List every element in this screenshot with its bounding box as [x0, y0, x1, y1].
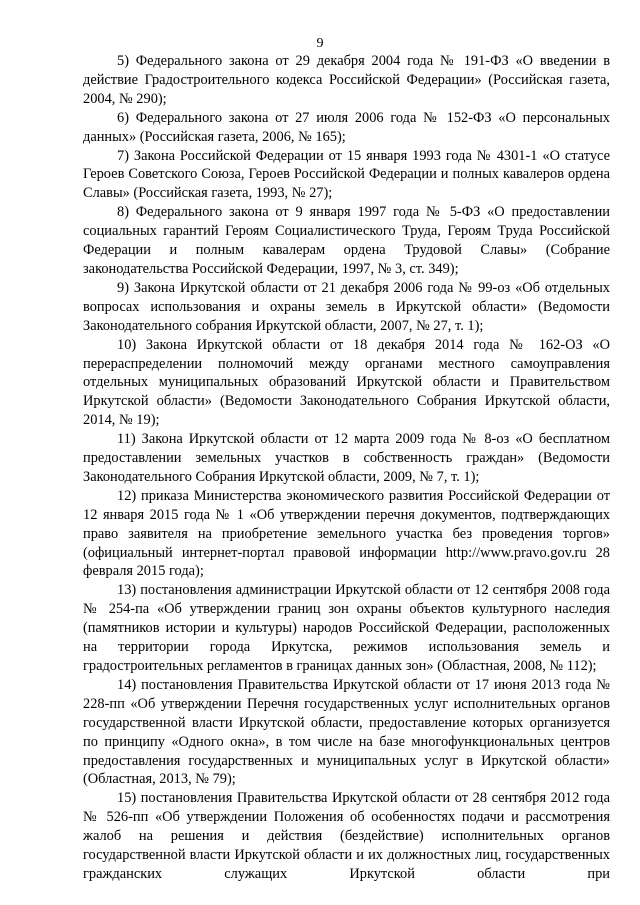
list-item-9: 9) Закона Иркутской области от 21 декабря 2006 года № 99-оз «Об отдельных вопросах использования и охраны земель в Иркутской области» (Ведомости Законодательного собрания Иркутской области, 2007, № 27, т. 1);	[83, 279, 610, 334]
list-item-6: 6) Федерального закона от 27 июля 2006 года № 152-ФЗ «О персональных данных» (Российская газета, 2006, № 165);	[83, 109, 610, 145]
document-body	[83, 52, 610, 884]
list-item-13: 13) постановления администрации Иркутской области от 12 сентября 2008 года № 254-па «Об утверждении границ зон охраны объектов культурного наследия (памятников истории и культуры) народов Российской Федерации, расположенных на территории города Иркутска, режимов использования земель и градостроительных регламентов в границах данных зон» (Областная, 2008, № 112);	[83, 582, 610, 674]
list-item-8: 8) Федерального закона от 9 января 1997 года № 5-ФЗ «О предоставлении социальных гарантий Героям Социалистического Труда, Героям Труда Российской Федерации и полным кавалерам ордена Трудовой Славы» (Собрание законодательства Российской Федерации, 1997, № 3, ст. 349);	[83, 204, 610, 277]
list-item-15: 15) постановления Правительства Иркутской области от 28 сентября 2012 года № 526-пп «Об утверждении Положения об особенностях подачи и рассмотрения жалоб на решения и действия (бездействие) исполнительных органов государственной власти Иркутской области и их должностных лиц, государственных гражданских служащих Иркутской области при	[83, 790, 610, 882]
list-item-11: 11) Закона Иркутской области от 12 марта 2009 года № 8-оз «О бесплатном предоставлении земельных участков в собственность граждан» (Ведомости Законодательного Собрания Иркутской области, 2009, № 7, т. 1);	[83, 431, 610, 485]
list-item-10: 10) Закона Иркутской области от 18 декабря 2014 года № 162-ОЗ «О перераспределении полномочий между органами местного самоуправления отдельных муниципальных образований Иркутской области и Правительством Иркутской области» (Ведомости Законодательного Собрания Иркутской области, 2014, № 19);	[83, 336, 610, 429]
list-item-14: 14) постановления Правительства Иркутской области от 17 июня 2013 года № 228-пп «Об утверждении Перечня государственных услуг исполнительных органов государственной власти Иркутской области, предоставление которых организуется по принципу «Одного окна», в том числе на базе многофункциональных центров предоставления государственных и муниципальных услуг в Иркутской области» (Областная, 2013, № 79);	[83, 676, 610, 788]
list-item-12: 12) приказа Министерства экономического развития Российской Федерации от 12 января 2015 года № 1 «Об утверждении перечня документов, подтверждающих право заявителя на приобретение земельного участка без проведения торгов» (официальный интернет-портал правовой информации http://www.pravo.gov.ru 28 февраля 2015 года);	[83, 487, 610, 580]
list-item-5: 5) Федерального закона от 29 декабря 2004 года № 191-ФЗ «О введении в действие Градостроительного кодекса Российской Федерации» (Российская газета, 2004, № 290);	[83, 53, 610, 107]
page-number: 9	[316, 36, 324, 51]
list-item-7: 7) Закона Российской Федерации от 15 января 1993 года № 4301-1 «О статусе Героев Советского Союза, Героев Российской Федерации и полных кавалеров ордена Славы» (Российская газета, 1993, № 27);	[83, 147, 610, 202]
